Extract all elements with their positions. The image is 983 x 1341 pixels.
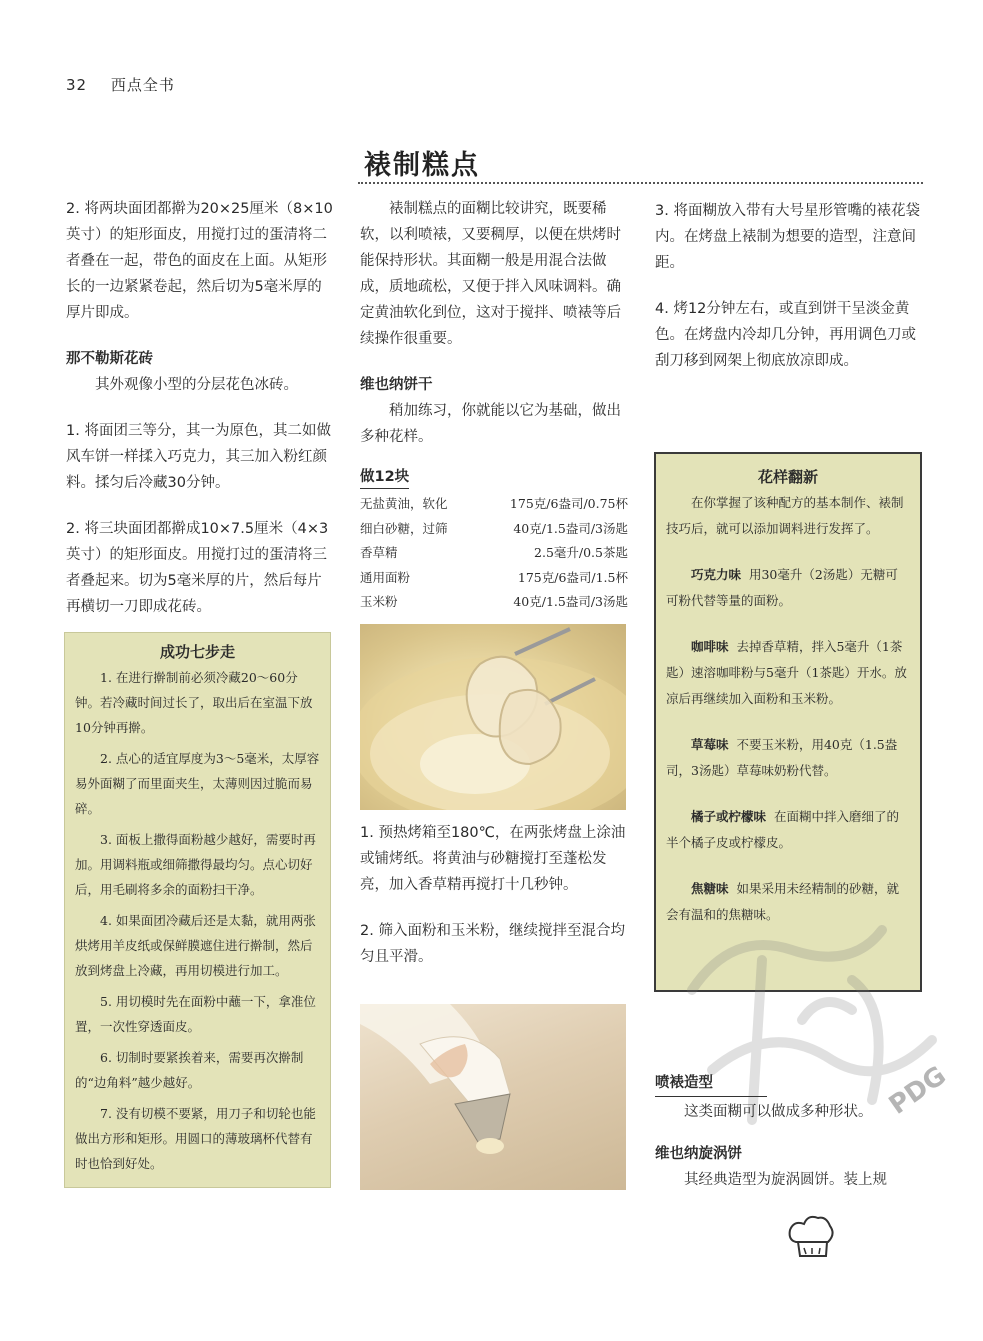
napoli-heading: 那不勒斯花砖 [66,351,153,367]
variation-item [666,562,910,614]
column-1 [66,196,334,620]
variation-text: 如果采用未经精制的砂糖，就会有温和的焦糖味。 [666,881,899,922]
piping-photo [360,1004,626,1190]
watermark-label: PDG [883,1060,952,1121]
variations-intro: 在你掌握了该种配方的基本制作、裱制技巧后，就可以添加调料进行发挥了。 [666,495,904,536]
page-header [66,74,175,95]
ingredient-amount: 40克/1.5盎司/3汤匙 [513,520,628,536]
tip-item: 5. 用切模时先在面粉中蘸一下，拿准位置，一次性穿透面皮。 [75,994,316,1034]
variations-box-title: 花样翻新 [757,468,818,486]
variation-name: 巧克力味 [691,567,742,582]
piping-section [655,1070,923,1193]
vienna-steps-1-2 [360,820,628,970]
ingredient-name: 无盐黄油，软化 [360,496,448,511]
ingredient-amount: 40克/1.5盎司/3汤匙 [513,594,628,609]
book-title: 西点全书 [110,76,175,94]
variation-name: 焦糖味 [691,881,729,896]
title-divider [358,182,923,184]
variation-text: 不要玉米粉，用40克（1.5盎司，3汤匙）草莓味奶粉代替。 [666,737,898,778]
ingredient-row [360,566,628,591]
variation-item [666,634,910,712]
ingredient-row [360,590,628,615]
ingredient-name: 通用面粉 [360,569,411,585]
variation-name: 橘子或柠檬味 [691,809,767,824]
ingredient-name: 细白砂糖，过筛 [360,520,448,536]
tip-item: 6. 切制时要紧挨着来，需要再次擀制的“边角料”越少越好。 [75,1050,304,1090]
variation-name: 咖啡味 [691,639,729,654]
vienna-intro: 稍加练习，你就能以它为基础，做出多种花样。 [360,403,621,445]
vienna-heading: 维也纳饼干 [360,377,433,393]
variation-name: 草莓味 [691,737,729,752]
napoli-intro: 其外观像小型的分层花色冰砖。 [95,377,298,393]
piping-intro: 这类面糊可以做成多种形状。 [684,1104,873,1120]
tip-item: 4. 如果面团冷藏后还是太黏，就用两张烘烤用羊皮纸或保鲜膜遮住进行擀制，然后放到烤盘上冷藏，再用切模进行加工。 [75,913,316,978]
chef-hat-icon [786,1212,836,1260]
column-3 [655,198,923,374]
variation-item [666,732,910,784]
tip-item: 2. 点心的适宜厚度为3～5毫米，太厚容易外面糊了而里面夹生，太薄则因过脆而易碎。 [75,751,320,816]
variation-text: 用30毫升（2汤匙）无糖可可粉代替等量的面粉。 [666,567,898,608]
tip-item: 3. 面板上撒得面粉越少越好，需要时再加。用调料瓶或细筛撒得最均匀。点心切好后，用毛刷将多余的面粉扫干净。 [75,832,316,897]
variation-text: 去掉香草精，拌入5毫升（1茶匙）速溶咖啡粉与5毫升（1茶匙）开水。放凉后再继续加入面粉和玉米粉。 [666,639,907,706]
makes-label: 做12块 [360,466,409,489]
piped-intro: 裱制糕点的面糊比较讲究，既要稀软，以利喷裱，又要稠厚，以便在烘烤时能保持形状。其面糊一般是用混合法做成，质地疏松，又便于拌入风味调料。确定黄油软化到位，这对于搅拌、喷裱等后续操作很重要。 [360,201,621,347]
section-title: 裱制糕点 [364,150,480,181]
piping-heading: 喷裱造型 [655,1075,713,1091]
swirl-text: 其经典造型为旋涡圆饼。装上规 [684,1172,887,1188]
napoli-step-2: 2. 将三块面团都擀成10×7.5厘米（4×3英寸）的矩形面皮。用搅打过的蛋清将三者叠起来。切为5毫米厚的片，然后每片再横切一刀即成花砖。 [66,521,329,615]
vienna-step-4: 4. 烤12分钟左右，或直到饼干呈淡金黄色。在烤盘内冷却几分钟，再用调色刀或刮刀移到网架上彻底放凉即成。 [655,301,916,369]
variation-item [666,804,910,856]
column-2 [360,196,628,615]
page-number: 32 [66,76,88,94]
ingredient-row [360,517,628,542]
ingredient-name: 香草精 [360,545,398,560]
tip-item: 7. 没有切模不要紧，用刀子和切轮也能做出方形和矩形。用圆口的薄玻璃杯代替有时也恰到好处。 [75,1106,316,1171]
ingredient-amount: 2.5毫升/0.5茶匙 [534,545,628,560]
vienna-step-3: 3. 将面糊放入带有大号星形管嘴的裱花袋内。在烤盘上裱制为想要的造型，注意间距。 [655,203,920,271]
ingredient-row [360,492,628,517]
vienna-step-2: 2. 筛入面粉和玉米粉，继续搅拌至混合均匀且平滑。 [360,923,625,965]
tips-box-title: 成功七步走 [159,643,235,661]
ingredient-amount: 175克/6盎司/1.5杯 [517,569,628,585]
mixer-photo [360,624,626,810]
ingredient-amount: 175克/6盎司/0.75杯 [509,496,628,511]
vienna-step-1: 1. 预热烤箱至180℃，在两张烤盘上涂油或铺烤纸。将黄油与砂糖搅打至蓬松发亮，加入香草精再搅打十几秒钟。 [360,825,626,893]
ingredient-name: 玉米粉 [360,594,398,609]
variation-text: 在面糊中拌入磨细了的半个橘子皮或柠檬皮。 [666,809,899,850]
swirl-heading: 维也纳旋涡饼 [655,1146,742,1162]
tips-box [64,632,331,1188]
napoli-step-1: 1. 将面团三等分，其一为原色，其二如做风车饼一样揉入巧克力，其三加入粉红颜料。揉匀后冷藏30分钟。 [66,423,331,491]
ingredient-list [360,492,628,615]
ingredient-row [360,541,628,566]
pinwheel-step-2: 2. 将两块面团都擀为20×25厘米（8×10英寸）的矩形面皮，用搅打过的蛋清将二者叠在一起，带色的面皮在上面。从矩形长的一边紧紧卷起，然后切为5毫米厚的厚片即成。 [66,201,333,321]
tip-item: 1. 在进行擀制前必须冷藏20～60分钟。若冷藏时间过长了，取出后在室温下放10分钟再擀。 [75,670,313,735]
